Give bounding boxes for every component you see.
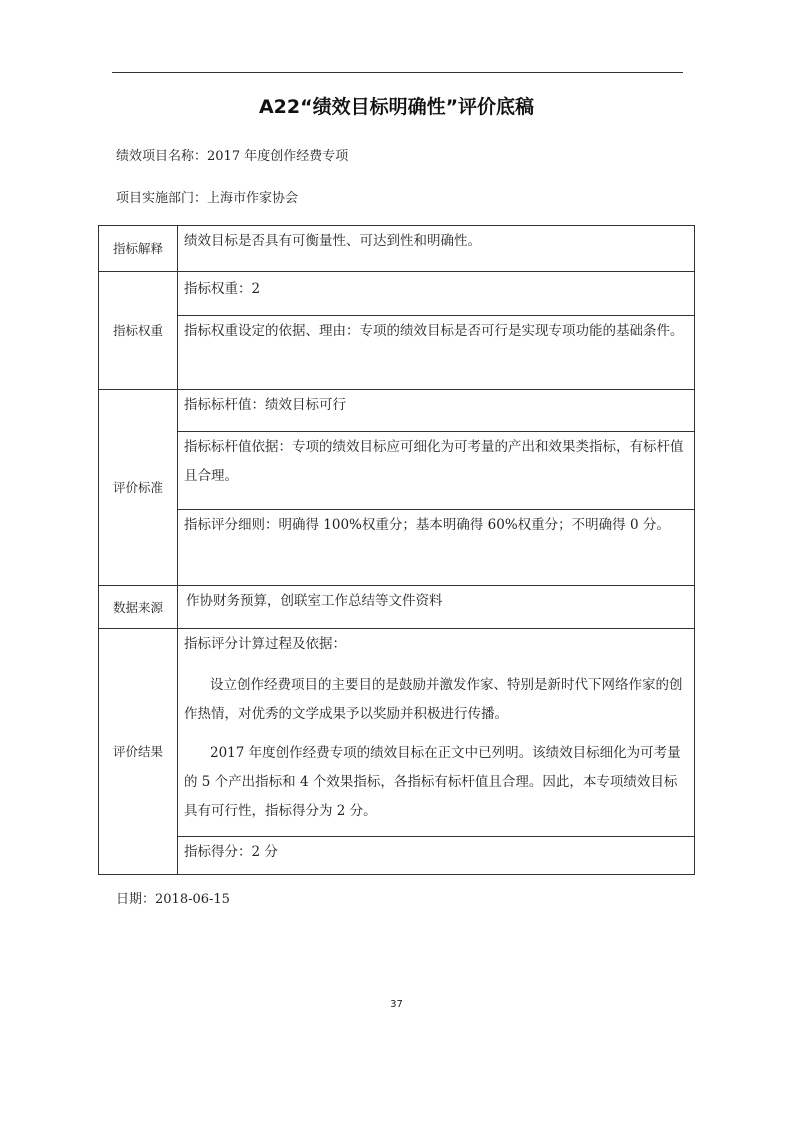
explanation-text: 绩效目标是否具有可衡量性、可达到性和明确性。	[178, 226, 695, 272]
evaluation-table	[98, 225, 695, 875]
table-row	[99, 586, 695, 629]
project-name: 绩效项目名称：2017 年度创作经费专项	[116, 149, 349, 164]
table-row	[99, 837, 695, 875]
table-row	[99, 390, 695, 432]
result-paragraph: 设立创作经费项目的主要目的是鼓励并激发作家、特别是新时代下网络作家的创作热情，对优秀的文学成果予以奖励并积极进行传播。	[184, 677, 683, 722]
page-title: A22“绩效目标明确性”评价底稿	[258, 96, 535, 118]
header-rule	[112, 72, 683, 73]
table-row	[99, 510, 695, 586]
benchmark-basis: 指标标杆值依据：专项的绩效目标应可细化为可考量的产出和效果类指标，有标杆值且合理。	[178, 432, 695, 510]
source-label: 数据来源	[99, 586, 178, 629]
result-label: 评价结果	[99, 629, 178, 875]
weight-value: 指标权重：2	[178, 272, 695, 316]
score: 指标得分：2 分	[178, 837, 695, 875]
result-heading: 指标评分计算过程及依据：	[184, 636, 346, 652]
table-row	[99, 272, 695, 316]
page-number: 37	[390, 999, 403, 1010]
table-row	[99, 629, 695, 837]
date: 日期：2018-06-15	[116, 892, 230, 907]
table-row	[99, 226, 695, 272]
weight-label: 指标权重	[99, 272, 178, 390]
benchmark: 指标标杆值：绩效目标可行	[178, 390, 695, 432]
table-row	[99, 432, 695, 510]
weight-reason: 指标权重设定的依据、理由：专项的绩效目标是否可行是实现专项功能的基础条件。	[178, 316, 695, 390]
result-body	[178, 629, 695, 837]
table-row	[99, 316, 695, 390]
source-text: 作协财务预算，创联室工作总结等文件资料	[178, 586, 695, 629]
scoring-rules: 指标评分细则：明确得 100%权重分；基本明确得 60%权重分；不明确得 0 分。	[178, 510, 695, 586]
result-paragraph: 2017 年度创作经费专项的绩效目标在正文中已列明。该绩效目标细化为可考量的 5 个产出指标和 4 个效果指标，各指标有标杆值且合理。因此，本专项绩效目标具有可行性，指标得分为 2 分。	[184, 745, 681, 819]
criteria-label: 评价标准	[99, 390, 178, 586]
explanation-label: 指标解释	[99, 226, 178, 272]
department: 项目实施部门：上海市作家协会	[116, 191, 299, 206]
